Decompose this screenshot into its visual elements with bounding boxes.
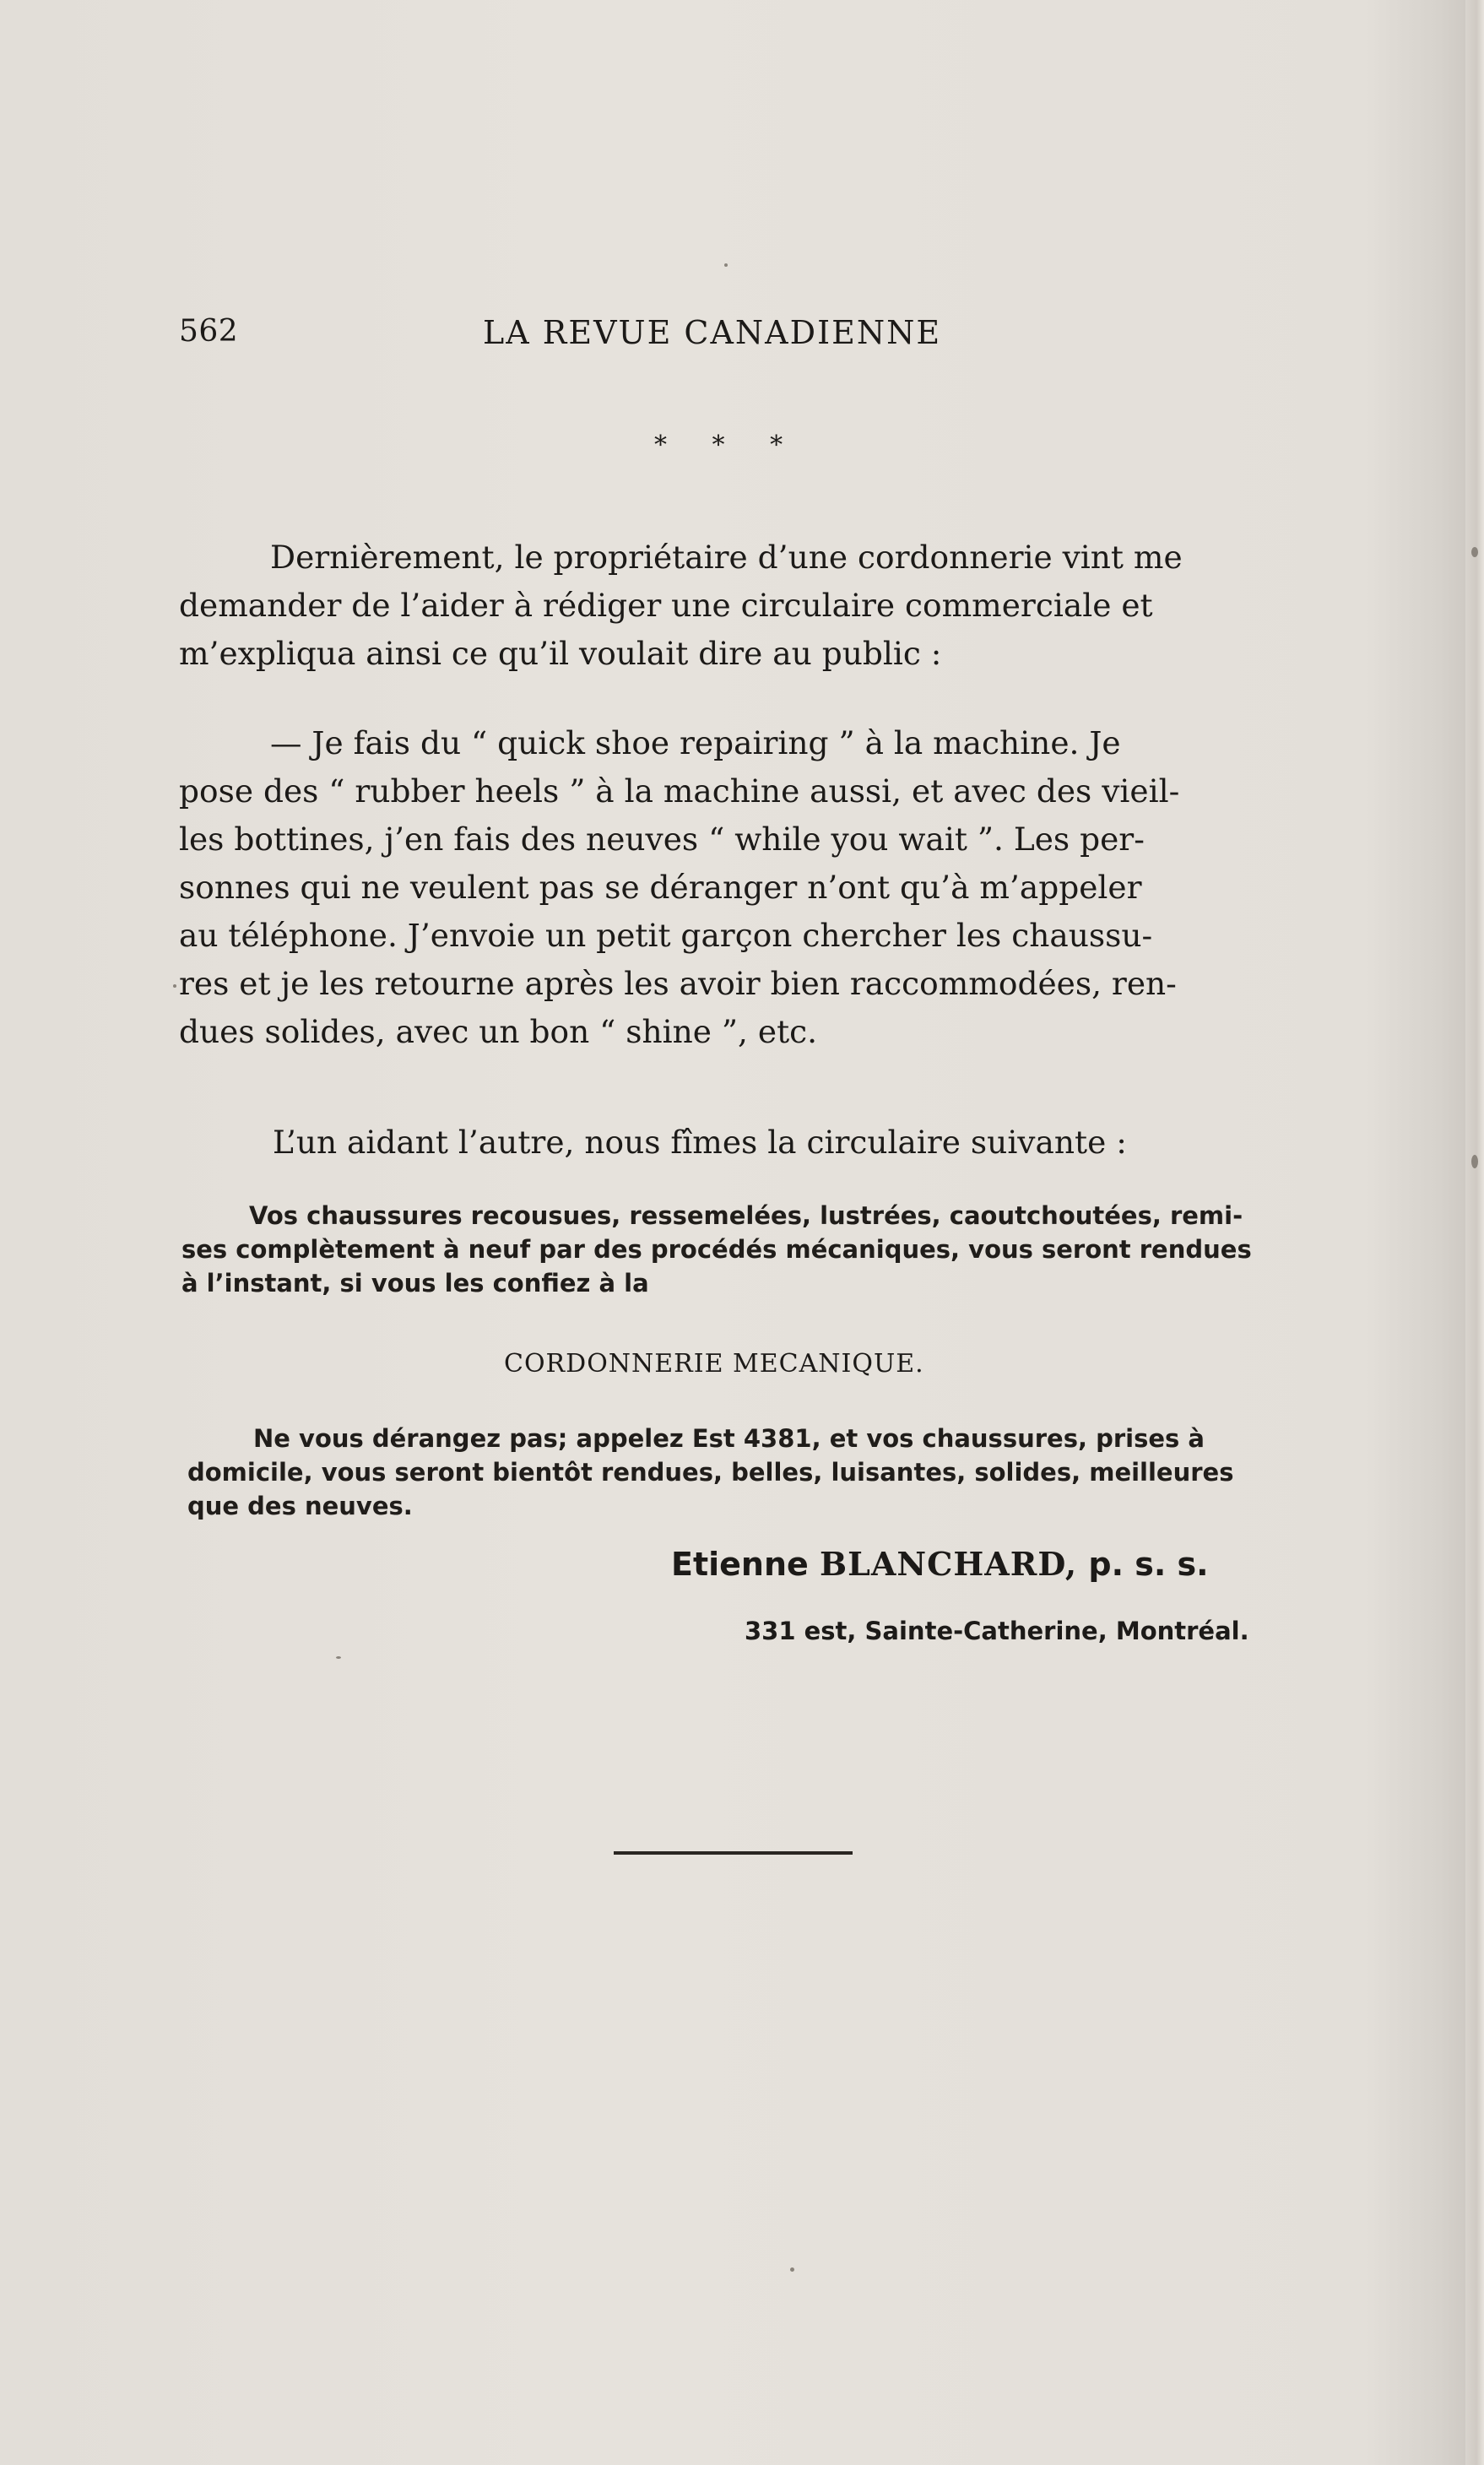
circular-text-part1 bbox=[181, 1199, 1252, 1300]
signature-surname: BLANCHARD, bbox=[820, 1545, 1078, 1583]
paper-speck bbox=[1471, 1155, 1478, 1168]
intro-line: m’expliqua ainsi ce qu’il voulait dire au public : bbox=[179, 635, 942, 672]
paper-speck bbox=[173, 984, 176, 988]
quote-line: res et je les retourne après les avoir bien raccommodées, ren- bbox=[179, 965, 1177, 1002]
journal-title: LA REVUE CANADIENNE bbox=[483, 314, 942, 351]
section-separator: * * * bbox=[654, 431, 802, 460]
circular-line: ses complètement à neuf par des procédés mécaniques, vous seront rendues bbox=[181, 1235, 1252, 1264]
quote-line: au téléphone. J’envoie un petit garçon chercher les chaussu- bbox=[179, 917, 1153, 954]
transition-paragraph: L’un aidant l’autre, nous fîmes la circulaire suivante : bbox=[273, 1124, 1127, 1161]
intro-line: Dernièrement, le propriétaire d’une cordonnerie vint me bbox=[270, 539, 1183, 576]
paper-speck bbox=[790, 2267, 794, 2272]
end-rule bbox=[614, 1851, 853, 1855]
circular-line: que des neuves. bbox=[187, 1492, 413, 1520]
intro-paragraph bbox=[179, 534, 1183, 678]
signature-suffix: p. s. s. bbox=[1088, 1546, 1209, 1583]
page-number: 562 bbox=[179, 314, 239, 349]
quote-line: les bottines, j’en fais des neuves “ while you wait ”. Les per- bbox=[179, 821, 1145, 858]
quote-paragraph bbox=[179, 719, 1179, 1056]
quote-line: sonnes qui ne veulent pas se déranger n’ont qu’à m’appeler bbox=[179, 869, 1142, 906]
page-edge-shadow bbox=[1465, 0, 1484, 2465]
circular-line: domicile, vous seront bientôt rendues, belles, luisantes, solides, meilleures bbox=[187, 1458, 1234, 1487]
paper-speck bbox=[724, 263, 728, 267]
circular-line: Vos chaussures recousues, ressemelées, lustrées, caoutchoutées, remi- bbox=[249, 1201, 1243, 1230]
quote-line: dues solides, avec un bon “ shine ”, etc. bbox=[179, 1013, 818, 1050]
signature-first-name: Etienne bbox=[671, 1546, 809, 1583]
address: 331 est, Sainte-Catherine, Montréal. bbox=[745, 1617, 1249, 1645]
quote-line: pose des “ rubber heels ” à la machine aussi, et avec des vieil- bbox=[179, 772, 1180, 810]
circular-line: Ne vous dérangez pas; appelez Est 4381, et vos chaussures, prises à bbox=[253, 1424, 1205, 1453]
running-head bbox=[179, 314, 964, 356]
quote-line: — Je fais du “ quick shoe repairing ” à la machine. Je bbox=[270, 724, 1121, 761]
intro-line: demander de l’aider à rédiger une circulaire commerciale et bbox=[179, 587, 1153, 624]
paper-speck bbox=[1471, 547, 1478, 557]
circular-line: à l’instant, si vous les confiez à la bbox=[181, 1269, 649, 1298]
circular-text-part2 bbox=[187, 1422, 1233, 1523]
paper-speck bbox=[336, 1656, 341, 1659]
shop-name: CORDONNERIE MECANIQUE. bbox=[504, 1349, 924, 1379]
signature bbox=[671, 1545, 1209, 1583]
